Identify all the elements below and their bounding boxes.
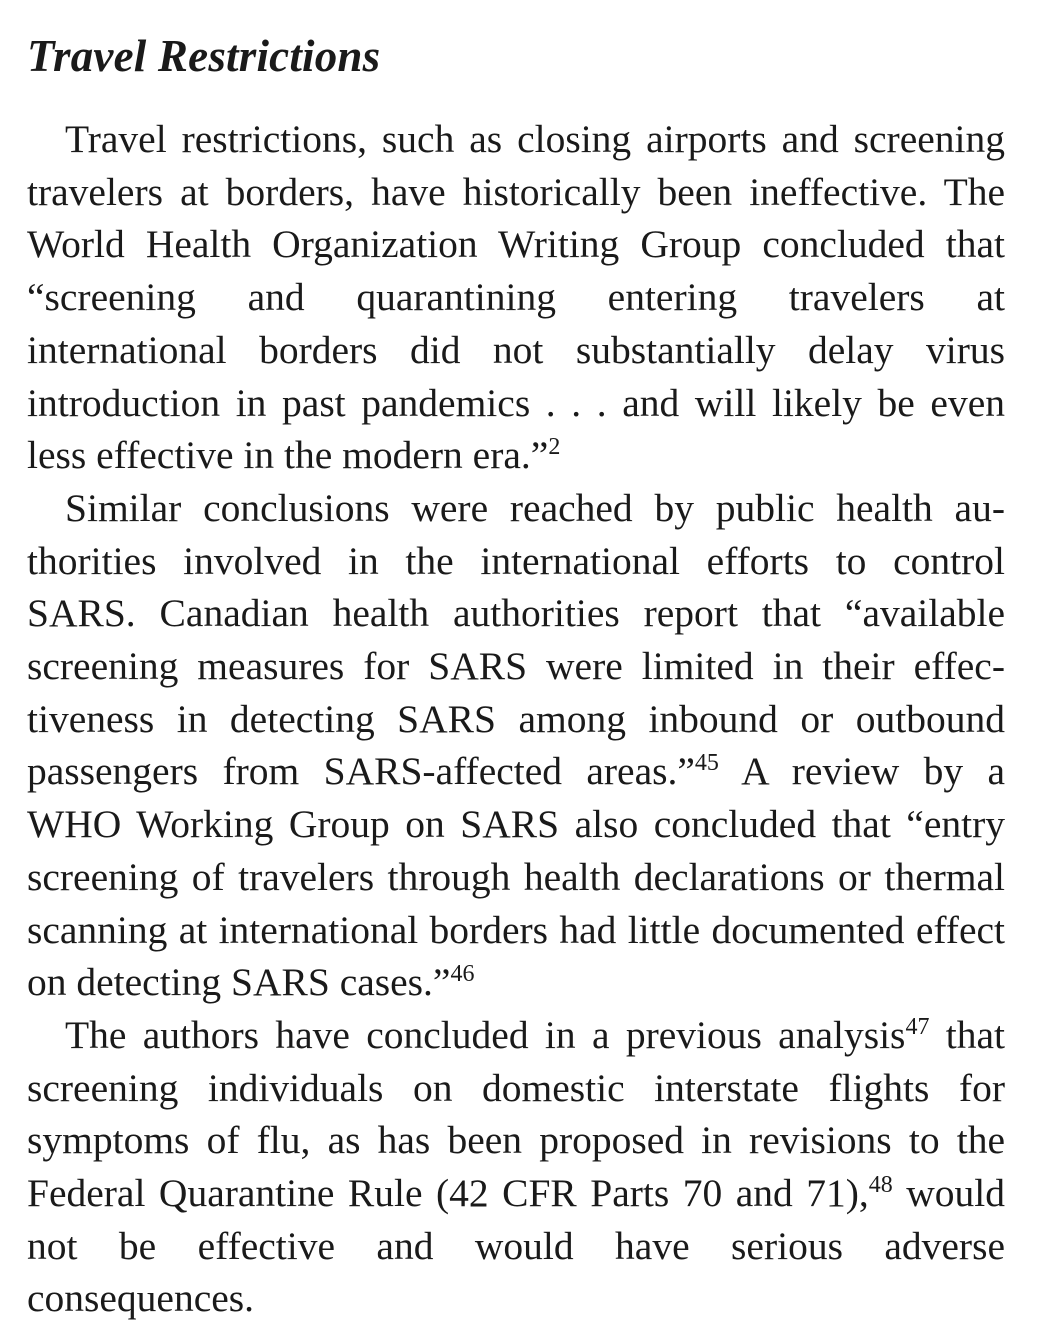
section-heading: Travel Restrictions xyxy=(27,31,381,81)
citation-superscript: 45 xyxy=(694,750,719,777)
paragraph-text: The authors have concluded in a previous analysis xyxy=(65,1012,906,1057)
citation-superscript: 2 xyxy=(548,434,561,461)
paragraph-text: Travel restrictions, such as closing airports and screening travelers at borders, have historically been ineffective. The World Health Organization Writing Group concluded that “screening and quarantining entering travelers at international borders did not substantially delay virus introduction in past pandemics . . . and will likely be even less effective in the modern era.” xyxy=(27,117,1005,478)
document-page xyxy=(27,30,1005,1325)
citation-superscript: 47 xyxy=(905,1013,930,1040)
paragraph-1 xyxy=(27,113,1005,482)
citation-superscript: 48 xyxy=(868,1171,893,1198)
paragraph-text: that screening individuals on domestic interstate flights for symptoms of flu, as has been proposed in revisions to the Federal Quarantine Rule (42 CFR Parts 70 and 71), xyxy=(27,1012,1005,1216)
paragraph-3 xyxy=(27,1009,1005,1325)
paragraph-text: Similar conclusions were reached by public health authorities involved in the international efforts to control SARS. Canadian health authorities report that “available screening measures for SARS were limited in their effectiveness in detecting SARS among inbound or outbound passengers from SARS-affected areas.” xyxy=(27,485,1005,794)
citation-superscript: 46 xyxy=(450,961,475,988)
paragraph-text: A review by a WHO Working Group on SARS also concluded that “entry screening of travelers through health declarations or thermal scanning at international borders had little documented effect on detecting SARS cases.” xyxy=(27,749,1005,1005)
paragraph-text: would not be effective and would have serious adverse consequences. xyxy=(27,1171,1005,1321)
paragraph-2 xyxy=(27,482,1005,1009)
